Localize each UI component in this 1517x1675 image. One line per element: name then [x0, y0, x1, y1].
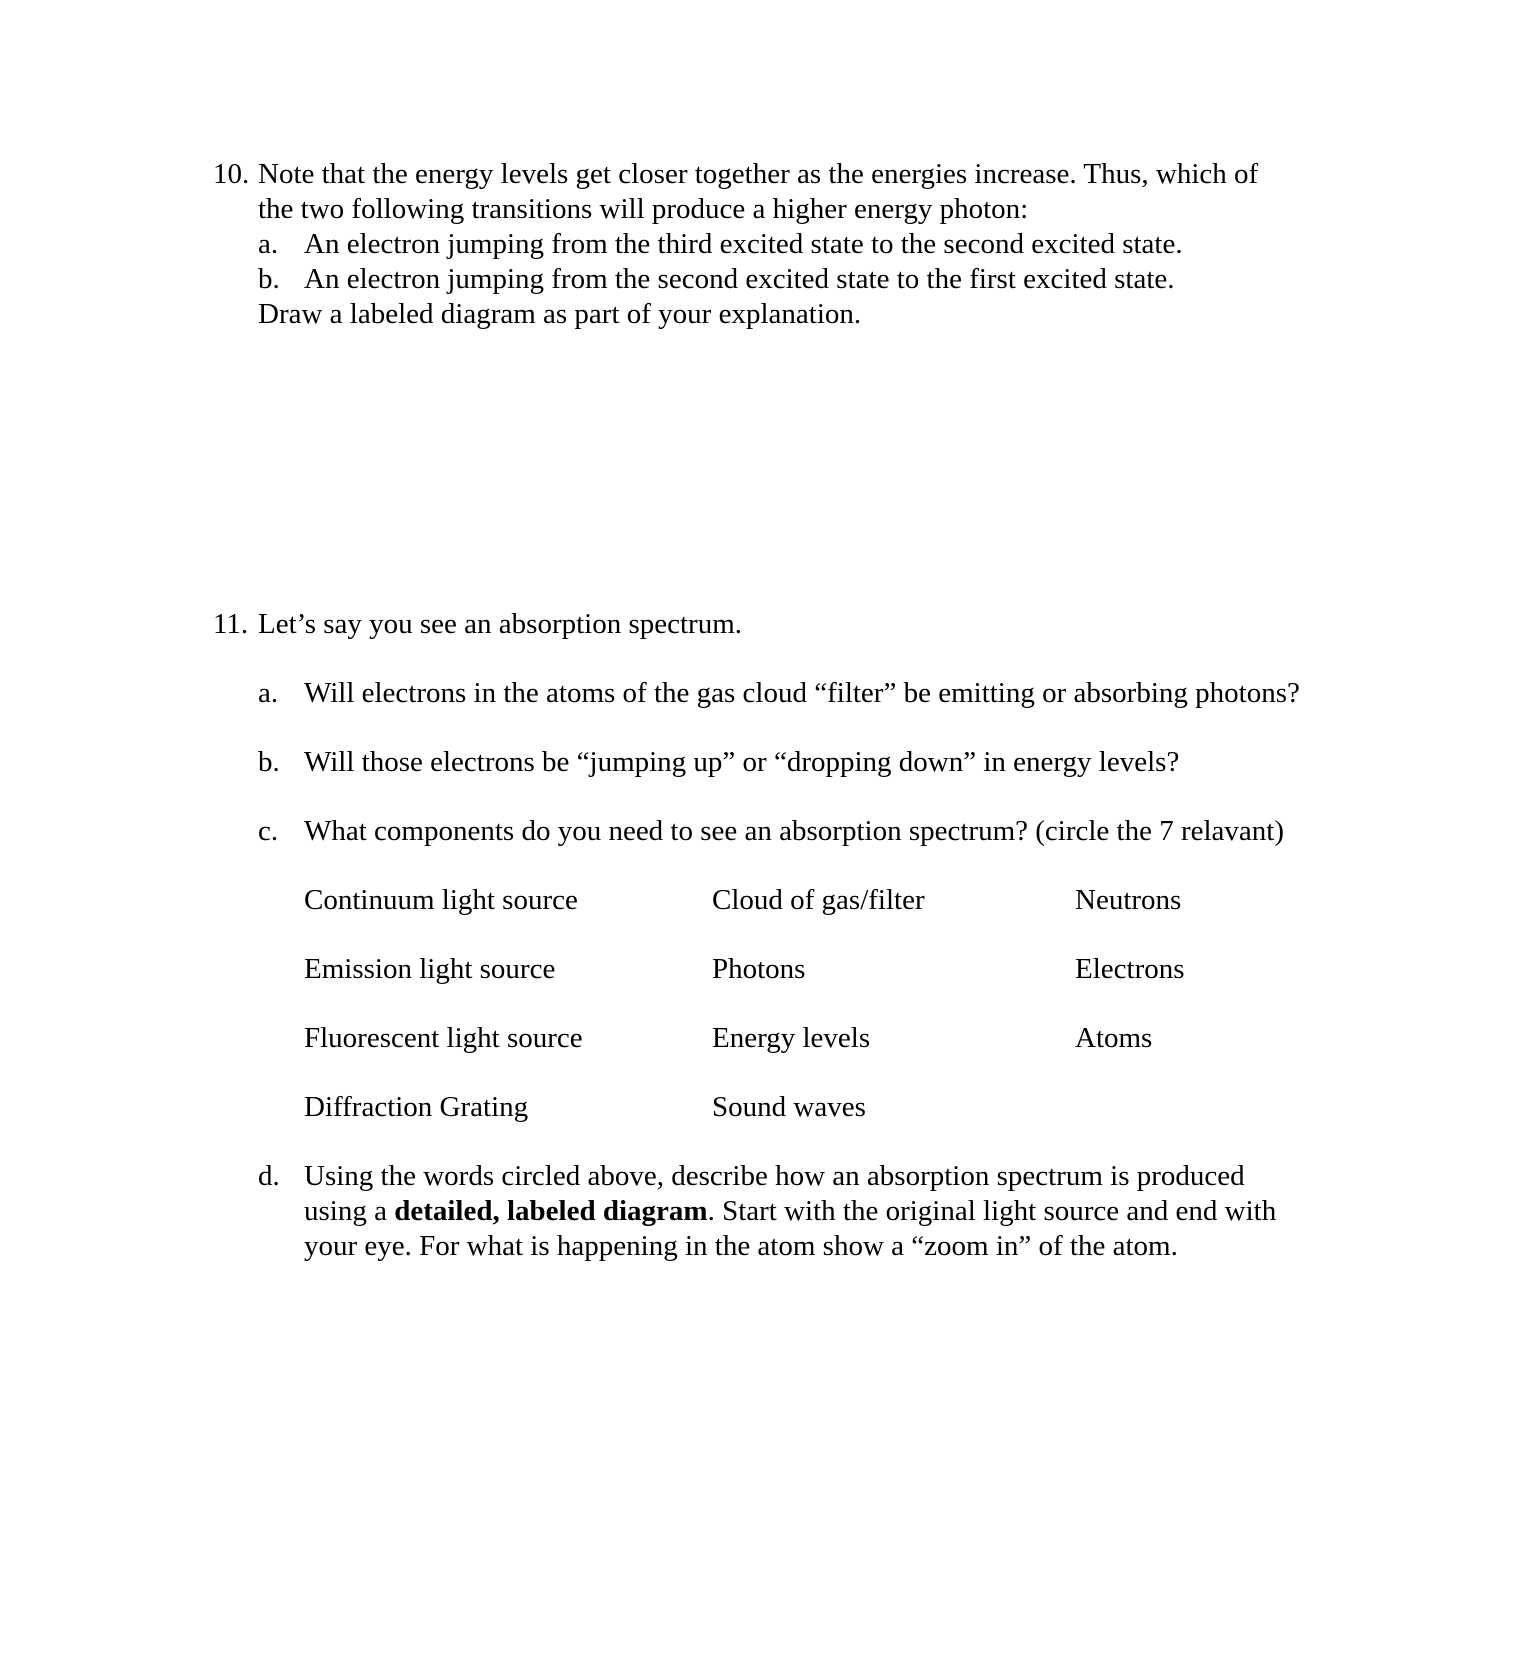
question-11-number: 11. [213, 608, 249, 640]
question-11d-line-2-post: . Start with the original light source and end with [707, 1195, 1277, 1227]
question-11d-line-2-pre: using a [304, 1195, 395, 1227]
question-10-number: 10. [213, 158, 250, 190]
question-11d-label: d. [258, 1160, 280, 1192]
question-11c-label: c. [258, 815, 279, 847]
question-11a-text: Will electrons in the atoms of the gas cloud “filter” be emitting or absorbing photons? [304, 677, 1300, 709]
component-option: Neutrons [1075, 884, 1182, 916]
question-11c-text: What components do you need to see an absorption spectrum? (circle the 7 relavant) [304, 815, 1285, 847]
question-10-option-a-text: An electron jumping from the third excited state to the second excited state. [304, 228, 1183, 260]
component-option: Electrons [1075, 953, 1185, 985]
component-option: Emission light source [304, 953, 556, 985]
question-10-option-b-label: b. [258, 263, 280, 295]
component-option: Photons [712, 953, 806, 985]
question-11b-text: Will those electrons be “jumping up” or “dropping down” in energy levels? [304, 746, 1180, 778]
component-option: Continuum light source [304, 884, 578, 916]
question-10-text-line-2: the two following transitions will produce a higher energy photon: [258, 193, 1029, 225]
question-11b-label: b. [258, 746, 280, 778]
component-option: Sound waves [712, 1091, 866, 1123]
component-option: Atoms [1075, 1022, 1153, 1054]
question-11d-text-line-1: Using the words circled above, describe how an absorption spectrum is produced [304, 1160, 1245, 1192]
question-11d-text-line-3: your eye. For what is happening in the atom show a “zoom in” of the atom. [304, 1230, 1178, 1262]
question-10-option-a-label: a. [258, 228, 279, 260]
question-11-intro: Let’s say you see an absorption spectrum. [258, 608, 743, 640]
question-11a-label: a. [258, 677, 279, 709]
question-10-option-b-text: An electron jumping from the second excited state to the first excited state. [304, 263, 1175, 295]
component-option: Energy levels [712, 1022, 871, 1054]
component-option: Cloud of gas/filter [712, 884, 925, 916]
question-10-text-line-1: Note that the energy levels get closer together as the energies increase. Thus, which of [258, 158, 1259, 190]
question-11d-bold-phrase: detailed, labeled diagram [394, 1195, 708, 1227]
question-10-instruction: Draw a labeled diagram as part of your explanation. [258, 298, 862, 330]
component-option: Diffraction Grating [304, 1091, 529, 1123]
question-11d-text-line-2 [304, 1197, 1276, 1226]
component-option: Fluorescent light source [304, 1022, 583, 1054]
